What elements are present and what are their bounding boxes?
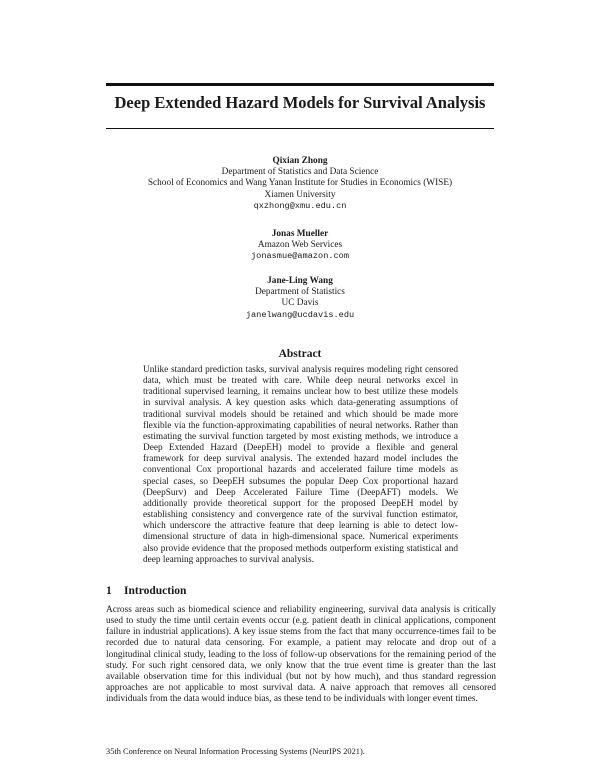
title-top-rule bbox=[106, 83, 494, 86]
author-email[interactable]: janelwang@ucdavis.edu bbox=[245, 309, 355, 320]
section-heading bbox=[106, 584, 496, 598]
author-name: Jonas Mueller bbox=[271, 229, 329, 239]
abstract-heading: Abstract bbox=[278, 348, 322, 360]
author-affiliation-line: Amazon Web Services bbox=[257, 240, 343, 251]
author-affiliation-line: School of Economics and Wang Yanan Institute for Studies in Economics (WISE) bbox=[147, 178, 453, 189]
author-name: Jane-Ling Wang bbox=[267, 276, 333, 286]
author-name: Qixian Zhong bbox=[272, 156, 328, 166]
author-email[interactable]: jonasmue@amazon.com bbox=[251, 251, 349, 262]
author-block-3 bbox=[100, 276, 500, 321]
author-affiliation-line: UC Davis bbox=[281, 298, 319, 309]
paper-title: Deep Extended Hazard Models for Survival Analysis bbox=[114, 93, 486, 112]
abstract-text: Unlike standard prediction tasks, survival analysis requires modeling right censored data, which must be treated with care. While deep neural networks excel in traditional supervised learning, it remains unclear how to best utilize these models in survival analysis. A key question asks which data-generating assumptions of traditional survival models should be retained and which should be made more flexible via the function-approximating capabilities of neural networks. Rather than estimating the survival function targeted by most existing methods, we introduce a Deep Extended Hazard (DeepEH) model to provide a flexible and general framework for deep survival analysis. The extended hazard model includes the conventional Cox proportional hazards and accelerated failure time models as special cases, so DeepEH subsumes the popular Deep Cox proportional hazard (DeepSurv) and Deep Accelerated Failure Time (DeepAFT) models. We additionally provide theoretical support for the proposed DeepEH model by establishing consistency and convergence rate of the survival function estimator, which underscore the attractive feature that deep learning is able to detect low-dimensional structure of data in high-dimensional space. Numerical experiments also provide evidence that the proposed methods outperform existing statistical and deep learning approaches to survival analysis. bbox=[143, 365, 458, 565]
introduction-text: Across areas such as biomedical science and reliability engineering, survival data analysis is critically used to study the time until certain events occur (e.g. patient death in clinical applications, component failure in industrial applications). A key issue stems from the fact that many occurrence-times fail to be recorded due to natural data censoring. For example, a patient may relocate and drop out of a longitudinal clinical study, leading to the loss of follow-up observations for the remaining period of the study. For such right censored data, we only know that the true event time is greater than the last available observation time for this individual (but not by how much), and thus standard regression approaches are not applicable to most survival data. A naive approach that removes all censored individuals from the data would induce bias, as these tend to be individuals with longer event times. bbox=[106, 605, 496, 705]
author-affiliation-line: Xiamen University bbox=[264, 189, 336, 200]
author-block-1 bbox=[100, 156, 500, 212]
title-bottom-rule bbox=[106, 128, 494, 129]
conference-footer: 35th Conference on Neural Information Processing Systems (NeurIPS 2021). bbox=[106, 747, 365, 756]
author-affiliation-line: Department of Statistics and Data Science bbox=[221, 167, 379, 178]
section-title: Introduction bbox=[124, 585, 187, 597]
author-email[interactable]: qxzhong@xmu.edu.cn bbox=[253, 200, 347, 211]
author-block-2 bbox=[100, 229, 500, 263]
author-affiliation-line: Department of Statistics bbox=[255, 287, 345, 298]
section-number: 1 bbox=[106, 585, 112, 597]
